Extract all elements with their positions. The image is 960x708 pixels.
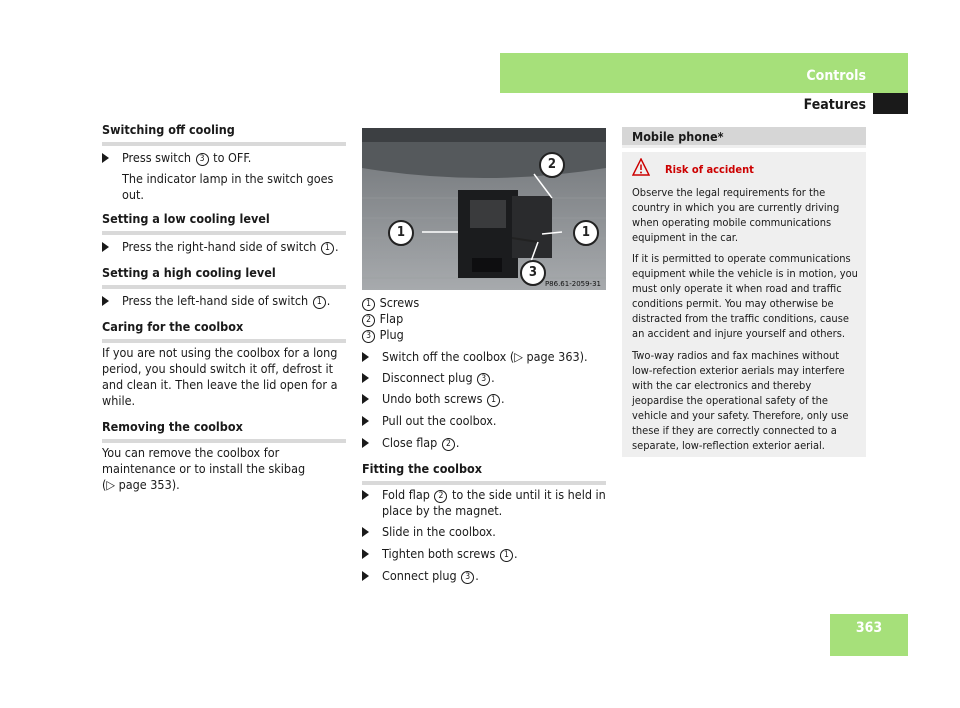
page-number: 363 xyxy=(855,620,883,636)
paragraph-caring: If you are not using the coolbox for a long period, you should switch it off, defrost it and clean it. Then leave the lid open for a while. xyxy=(102,345,338,408)
step-note: The indicator lamp in the switch goes out. xyxy=(122,171,334,202)
bullet-arrow-icon xyxy=(362,352,369,362)
heading-switching-off: Switching off cooling xyxy=(102,122,235,137)
photo-code: P86.61-2059-31 xyxy=(544,280,601,288)
bullet-arrow-icon xyxy=(102,153,109,163)
bullet-arrow-icon xyxy=(102,242,109,252)
heading-high-cooling: Setting a high cooling level xyxy=(102,265,276,280)
number-badge: 3 xyxy=(477,373,490,386)
bullet-arrow-icon xyxy=(362,490,369,500)
legend-item: 3 Plug xyxy=(362,327,606,343)
bullet-arrow-icon xyxy=(362,373,369,383)
callout-2: 2 xyxy=(539,152,565,178)
subsection-title: Features xyxy=(803,97,866,113)
heading-low-cooling: Setting a low cooling level xyxy=(102,211,270,226)
callout-1-left: 1 xyxy=(388,220,414,246)
divider xyxy=(102,285,346,289)
callout-1-right: 1 xyxy=(573,220,599,246)
number-badge: 3 xyxy=(196,153,209,166)
bullet-arrow-icon xyxy=(362,571,369,581)
legend-item: 2 Flap xyxy=(362,311,606,327)
step-fold-flap: Fold flap 2 to the side until it is held in place by the magnet. xyxy=(362,487,606,521)
heading-caring: Caring for the coolbox xyxy=(102,319,244,334)
bullet-arrow-icon xyxy=(362,527,369,537)
header-marker xyxy=(873,93,908,114)
number-badge: 3 xyxy=(461,571,474,584)
bullet-arrow-icon xyxy=(102,296,109,306)
heading-fitting: Fitting the coolbox xyxy=(362,461,483,476)
warning-title: Risk of accident xyxy=(665,163,754,176)
box-divider xyxy=(622,148,866,152)
page-reference-link[interactable]: (▷ page 353). xyxy=(102,477,180,492)
number-badge: 2 xyxy=(434,490,447,503)
warning-paragraph-2: If it is permitted to operate communications equipment while the vehicle is in motion, you must only operate it when road and traffic conditions permit. You may otherwise be distracted from the traffic conditions, cause an accident and injure yourself and others. xyxy=(632,252,858,340)
warning-paragraph-1: Observe the legal requirements for the country in which you are currently driving when operating mobile communications equipment in the car. xyxy=(632,186,840,244)
section-fitting xyxy=(362,461,606,485)
coolbox-illustration xyxy=(362,128,606,290)
divider xyxy=(362,481,606,485)
photo-legend xyxy=(362,295,606,343)
warning-icon xyxy=(632,158,650,180)
callout-3: 3 xyxy=(520,260,546,286)
section-low-cooling xyxy=(102,211,346,235)
section-title: Controls xyxy=(806,68,866,84)
paragraph-removing: You can remove the coolbox for maintenance or to install the skibag (▷ page 353). xyxy=(102,445,306,492)
bullet-arrow-icon xyxy=(362,549,369,559)
bullet-arrow-icon xyxy=(362,394,369,404)
number-badge: 2 xyxy=(442,438,455,451)
number-badge: 1 xyxy=(321,242,334,255)
divider xyxy=(102,142,346,146)
number-badge: 1 xyxy=(487,394,500,407)
number-badge: 1 xyxy=(500,549,513,562)
legend-item: 1 Screws xyxy=(362,295,606,311)
section-caring xyxy=(102,319,346,343)
coolbox-photo xyxy=(362,128,606,290)
bullet-arrow-icon xyxy=(362,438,369,448)
section-high-cooling xyxy=(102,265,346,289)
left-column xyxy=(102,122,346,146)
warning-paragraph-3: Two-way radios and fax machines without low-refection exterior aerials may interfere with the car electronics and thereby jeopardise the operational safety of the vehicle and your safety. Therefore, only use these if they are correctly connected to a separate, low-reflection exterior aerial. xyxy=(632,349,849,452)
bullet-arrow-icon xyxy=(362,416,369,426)
divider xyxy=(102,231,346,235)
heading-removing: Removing the coolbox xyxy=(102,419,243,434)
box-title: Mobile phone* xyxy=(632,129,724,144)
section-removing xyxy=(102,419,346,443)
divider xyxy=(102,439,346,443)
number-badge: 1 xyxy=(313,296,326,309)
divider xyxy=(102,339,346,343)
